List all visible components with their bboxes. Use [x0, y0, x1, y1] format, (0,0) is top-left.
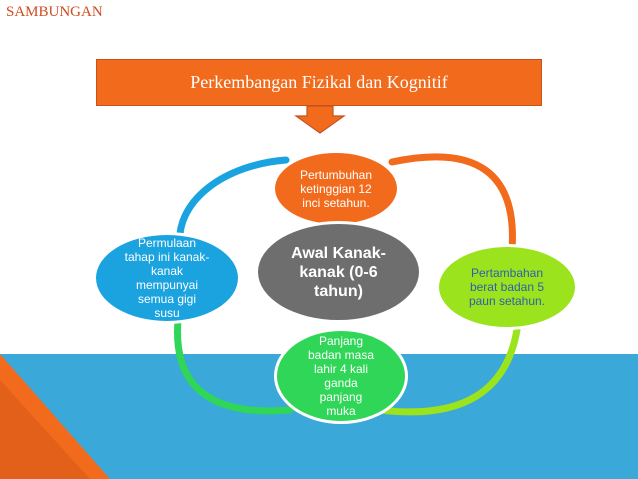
node-height-growth — [272, 150, 400, 227]
node-early-childhood — [255, 221, 422, 323]
ring-top-right — [392, 157, 512, 250]
node-height-growth-text: Pertumbuhan ketinggian 12 inci setahun. — [299, 167, 373, 210]
node-weight-gain — [436, 244, 578, 330]
node-weight-gain-text: Pertambahan berat badan 5 paun setahun. — [468, 266, 546, 308]
ring-left-bottom — [178, 320, 291, 411]
banner-text: Perkembangan Fizikal dan Kognitif — [190, 72, 448, 92]
slide-title: SAMBUNGAN — [6, 4, 103, 20]
node-early-childhood-text: Awal Kanak- kanak (0-6 tahun) — [291, 244, 386, 300]
node-milk-teeth-text: Permulaan tahap ini kanak- kanak mempunyai semua gigi susu — [124, 236, 210, 320]
node-body-length-text: Panjang badan masa lahir 4 kali ganda panjang muka — [307, 334, 375, 418]
node-body-length — [274, 328, 408, 424]
ring-top-left — [180, 160, 286, 245]
node-milk-teeth — [93, 232, 241, 324]
